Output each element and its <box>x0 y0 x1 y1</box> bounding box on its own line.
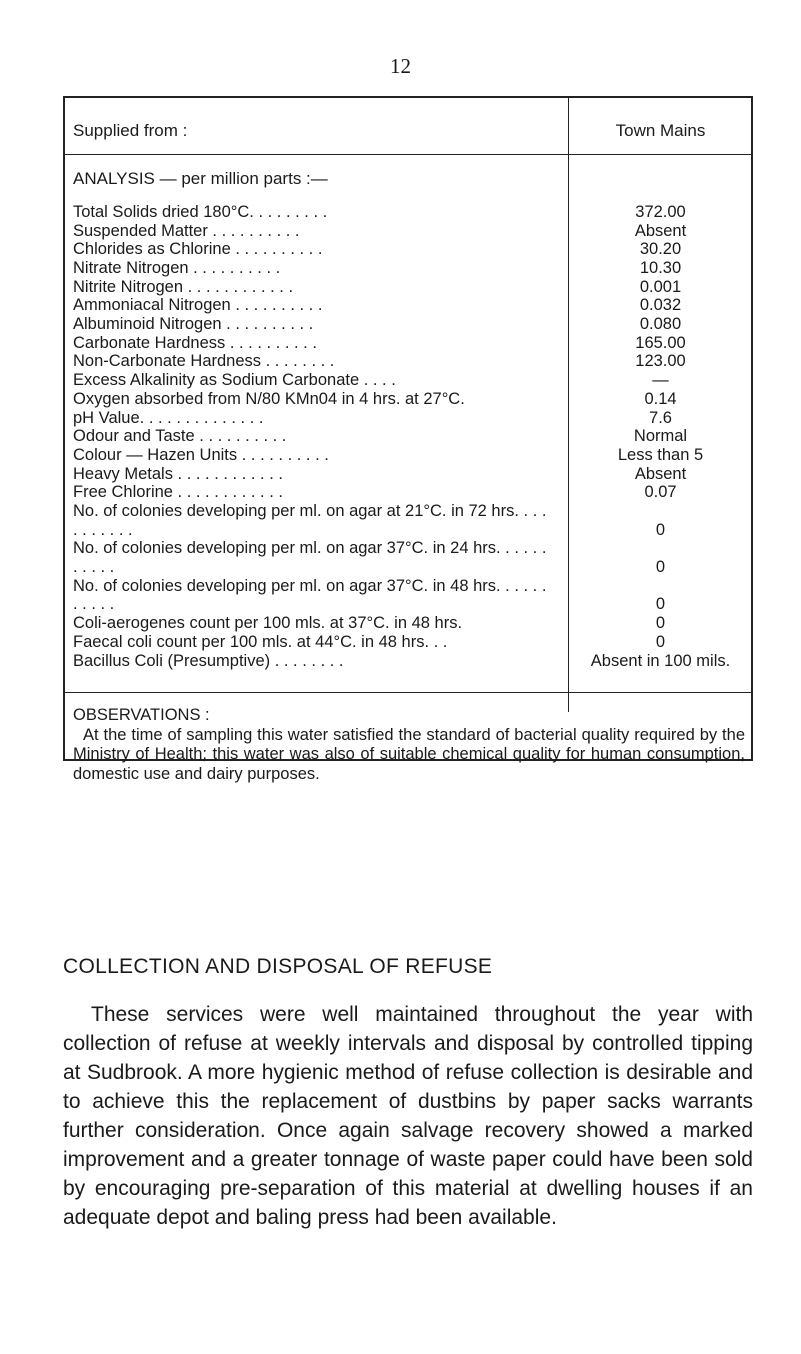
water-analysis-table <box>63 96 753 783</box>
analysis-row-label: Faecal coli count per 100 mls. at 44°C. in 48 hrs. . . <box>73 632 448 651</box>
analysis-row-label: No. of colonies developing per ml. on agar at 21°C. in 72 hrs. . . . . . . . . . . <box>73 501 547 539</box>
page-number: 12 <box>390 54 411 78</box>
analysis-row <box>63 427 753 446</box>
analysis-row-label: Oxygen absorbed from N/80 KMn04 in 4 hrs. at 27°C. <box>73 389 465 408</box>
analysis-row <box>63 539 753 576</box>
analysis-row <box>63 240 753 259</box>
supplied-from-label: Supplied from : <box>73 121 188 140</box>
analysis-row <box>63 278 753 297</box>
observations-title: OBSERVATIONS : <box>73 706 210 724</box>
analysis-row-value: 0 <box>655 632 666 651</box>
analysis-rows <box>63 203 753 670</box>
header-divider <box>63 154 753 155</box>
analysis-row-value: Less than 5 <box>617 445 704 464</box>
analysis-row-label: Heavy Metals . . . . . . . . . . . . <box>73 464 283 483</box>
analysis-row-value: 0.14 <box>644 389 677 408</box>
collection-body: These services were well maintained throughout the year with collection of refuse at weekly intervals and disposal by controlled tipping at Sudbrook. A more hygienic method of refuse collection is desirable and to achieve this the replacement of dustbins by paper sacks warrants further consideration. Once again salvage recovery showed a marked improvement and a greater tonnage of waste paper could have been sold by encouraging pre-separation of this material at dwelling houses if an adequate depot and baling press had been available. <box>63 1003 753 1229</box>
analysis-row-label: No. of colonies developing per ml. on agar 37°C. in 48 hrs. . . . . . . . . . . <box>73 576 547 614</box>
analysis-row-label: Nitrate Nitrogen . . . . . . . . . . <box>73 259 281 278</box>
analysis-row <box>63 409 753 428</box>
analysis-row-value: 0 <box>655 595 666 614</box>
analysis-row-value: 0 <box>655 520 666 539</box>
analysis-row <box>63 390 753 409</box>
analysis-row <box>63 577 753 614</box>
analysis-row-value: 10.30 <box>639 259 682 278</box>
table-top-border <box>63 96 753 98</box>
analysis-row-label: No. of colonies developing per ml. on agar 37°C. in 24 hrs. . . . . . . . . . . <box>73 539 547 577</box>
observations <box>73 706 745 784</box>
analysis-row <box>63 483 753 502</box>
analysis-row-value: 123.00 <box>635 352 686 371</box>
analysis-row <box>63 203 753 222</box>
analysis-row-label: Carbonate Hardness . . . . . . . . . . <box>73 333 317 352</box>
analysis-row-value: Absent <box>634 221 687 240</box>
analysis-row-value: 0.032 <box>639 296 682 315</box>
analysis-row-value: 0.080 <box>639 315 682 334</box>
analysis-row <box>63 315 753 334</box>
analysis-row-label: Excess Alkalinity as Sodium Carbonate . . . . <box>73 371 396 390</box>
analysis-row <box>63 296 753 315</box>
analysis-row <box>63 465 753 484</box>
analysis-row-value: 372.00 <box>635 202 686 221</box>
analysis-row <box>63 652 753 671</box>
analysis-row-value: 165.00 <box>635 333 686 352</box>
analysis-row <box>63 502 753 539</box>
analysis-row-label: Coli-aerogenes count per 100 mls. at 37°C. in 48 hrs. <box>73 614 463 633</box>
analysis-row-value: Normal <box>633 427 688 446</box>
analysis-row-label: Colour — Hazen Units . . . . . . . . . . <box>73 445 329 464</box>
analysis-row <box>63 446 753 465</box>
analysis-row-label: Nitrite Nitrogen . . . . . . . . . . . . <box>73 277 294 296</box>
analysis-row-label: Total Solids dried 180°C. . . . . . . . . <box>73 202 328 221</box>
analysis-row-value: 0 <box>655 614 666 633</box>
analysis-row-value: 0.07 <box>644 483 677 502</box>
analysis-row <box>63 222 753 241</box>
analysis-row-value: 0 <box>655 558 666 577</box>
analysis-row-label: Chlorides as Chlorine . . . . . . . . . . <box>73 240 323 259</box>
analysis-row-value: 0.001 <box>639 277 682 296</box>
analysis-row-label: Non-Carbonate Hardness . . . . . . . . <box>73 352 335 371</box>
analysis-row-label: Odour and Taste . . . . . . . . . . <box>73 427 287 446</box>
analysis-row-label: Bacillus Coli (Presumptive) . . . . . . . . <box>73 651 344 670</box>
analysis-row-label: Free Chlorine . . . . . . . . . . . . <box>73 483 283 502</box>
analysis-heading: ANALYSIS — per million parts :— <box>73 169 328 188</box>
analysis-row-label: pH Value. . . . . . . . . . . . . . <box>73 408 264 427</box>
analysis-row-value: Absent <box>634 464 687 483</box>
analysis-row-label: Suspended Matter . . . . . . . . . . <box>73 221 300 240</box>
analysis-row <box>63 371 753 390</box>
supplied-from-value: Town Mains <box>615 121 706 140</box>
analysis-row <box>63 633 753 652</box>
analysis-row-value: — <box>652 371 669 390</box>
analysis-row <box>63 614 753 633</box>
observations-text: At the time of sampling this water satisfied the standard of bacterial quality required by the Ministry of Health; this water was also of suitable chemical quality for human consumption, domestic use and dairy purposes. <box>73 725 745 783</box>
analysis-row-value: 7.6 <box>649 408 672 427</box>
analysis-row-value: 30.20 <box>639 240 682 259</box>
analysis-row-value: Absent in 100 mils. <box>590 651 731 670</box>
analysis-row <box>63 353 753 372</box>
analysis-row <box>63 259 753 278</box>
observations-divider <box>63 692 753 693</box>
analysis-row <box>63 334 753 353</box>
analysis-row-label: Albuminoid Nitrogen . . . . . . . . . . <box>73 315 314 334</box>
collection-heading: COLLECTION AND DISPOSAL OF REFUSE <box>63 955 493 978</box>
analysis-row-label: Ammoniacal Nitrogen . . . . . . . . . . <box>73 296 323 315</box>
